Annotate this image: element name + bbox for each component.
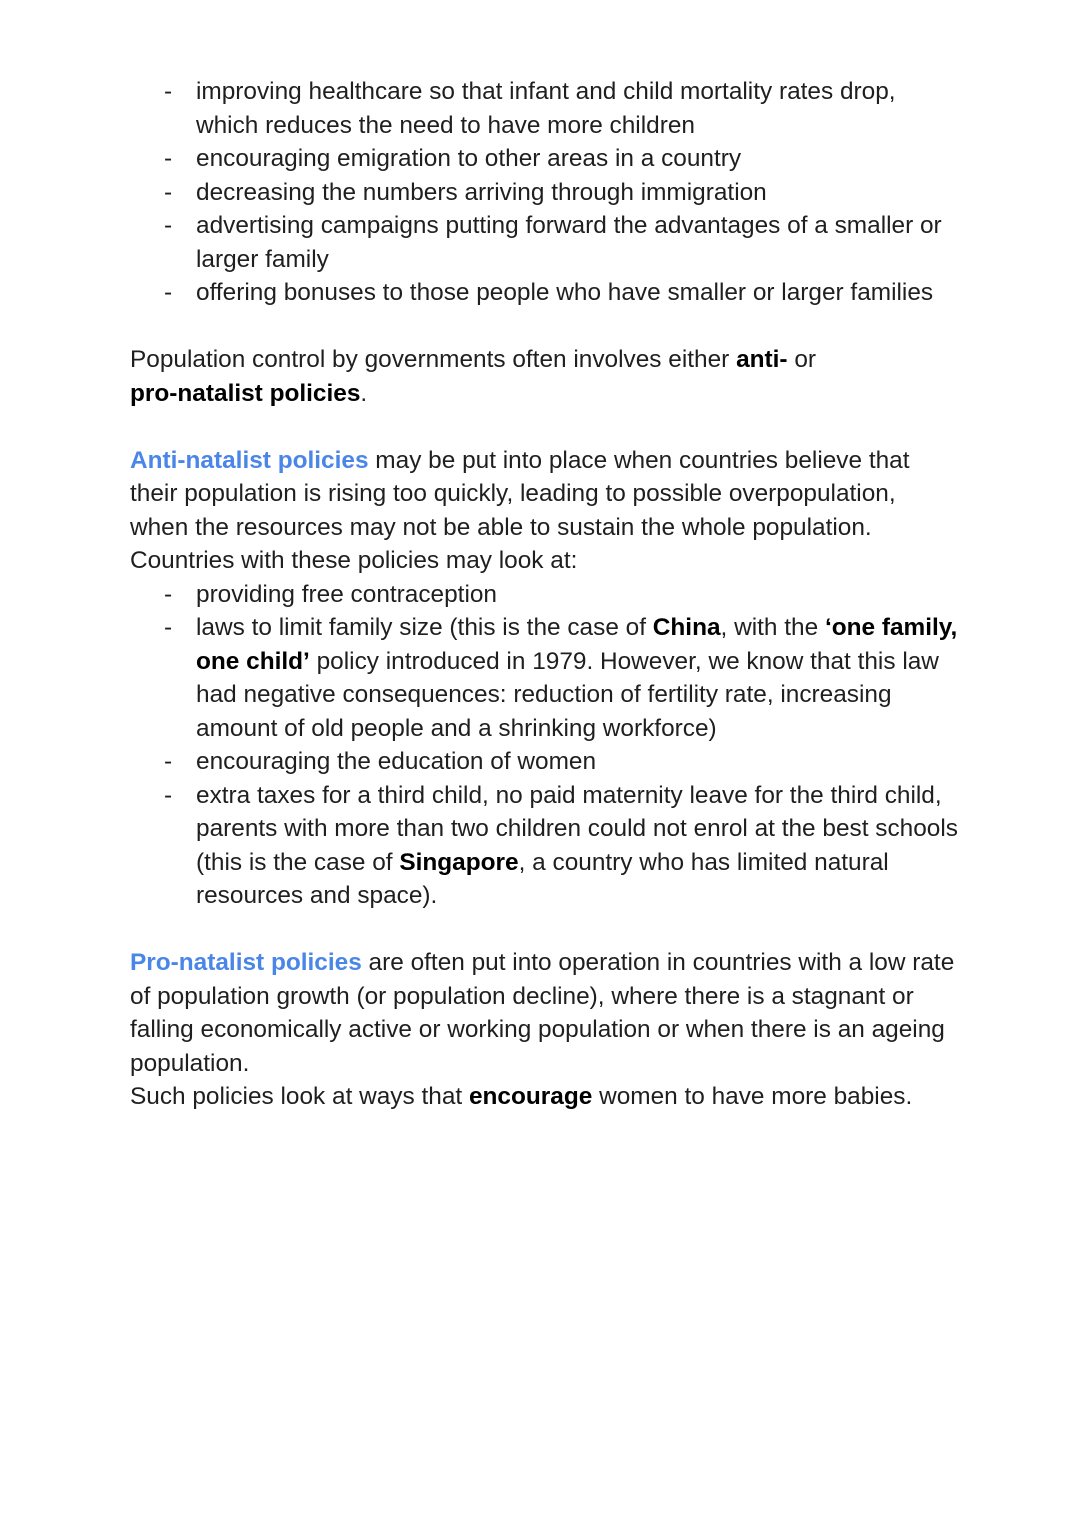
- china-term: China: [652, 614, 721, 641]
- list-item: - extra taxes for a third child, no paid maternity leave for the third child, parents with more than two children could not enrol at the best schools (this is the case of Singapore, a country who has limited natural resources and space).: [196, 779, 960, 913]
- encourage-term: encourage: [468, 1083, 593, 1110]
- list-item: - offering bonuses to those people who have smaller or larger families: [196, 276, 960, 310]
- list-item: - improving healthcare so that infant and child mortality rates drop, which reduces the need to have more children: [196, 75, 960, 142]
- one-child-policy-term: ‘one family, one child’: [196, 614, 958, 675]
- pro-natalist-paragraph: Pro-natalist policies are often put into operation in countries with a low rate of population growth (or population decline), where there is a stagnant or falling economically active or working population or when there is an ageing population.: [130, 949, 955, 1077]
- list-item: - encouraging the education of women: [196, 745, 960, 779]
- pro-natalist-heading: Pro-natalist policies: [130, 949, 362, 976]
- singapore-term: Singapore: [399, 848, 519, 876]
- list-item: - encouraging emigration to other areas in a country: [196, 142, 960, 176]
- pro-natalist-term: pro-natalist policies: [130, 379, 361, 407]
- anti-natalist-heading: Anti-natalist policies: [130, 446, 369, 474]
- intro-paragraph: Population control by governments often involves either anti- or pro-natalist policies.: [130, 346, 817, 407]
- anti-natalist-lead: Countries with these policies may look at:: [130, 547, 578, 574]
- list-item: - laws to limit family size (this is the case of China, with the ‘one family, one child’ policy introduced in 1979. However, we know that this law had negative consequences: reduction of fertility rate, increasing amount of old people and a shrinking workforce): [196, 611, 960, 745]
- list-item: - advertising campaigns putting forward the advantages of a smaller or larger family: [196, 209, 960, 276]
- anti-term: anti-: [736, 346, 788, 373]
- list-item: - decreasing the numbers arriving through immigration: [196, 176, 960, 210]
- list-item: - providing free contraception: [196, 578, 960, 612]
- document-page: [130, 75, 960, 1114]
- anti-natalist-paragraph: Anti-natalist policies may be put into place when countries believe that their population is rising too quickly, leading to possible overpopulation, when the resources may not be able to sustain the whole population.: [130, 446, 910, 541]
- pro-natalist-closing: Such policies look at ways that encourage women to have more babies.: [130, 1083, 913, 1110]
- methods-list: [130, 75, 960, 310]
- anti-natalist-list: [130, 578, 960, 913]
